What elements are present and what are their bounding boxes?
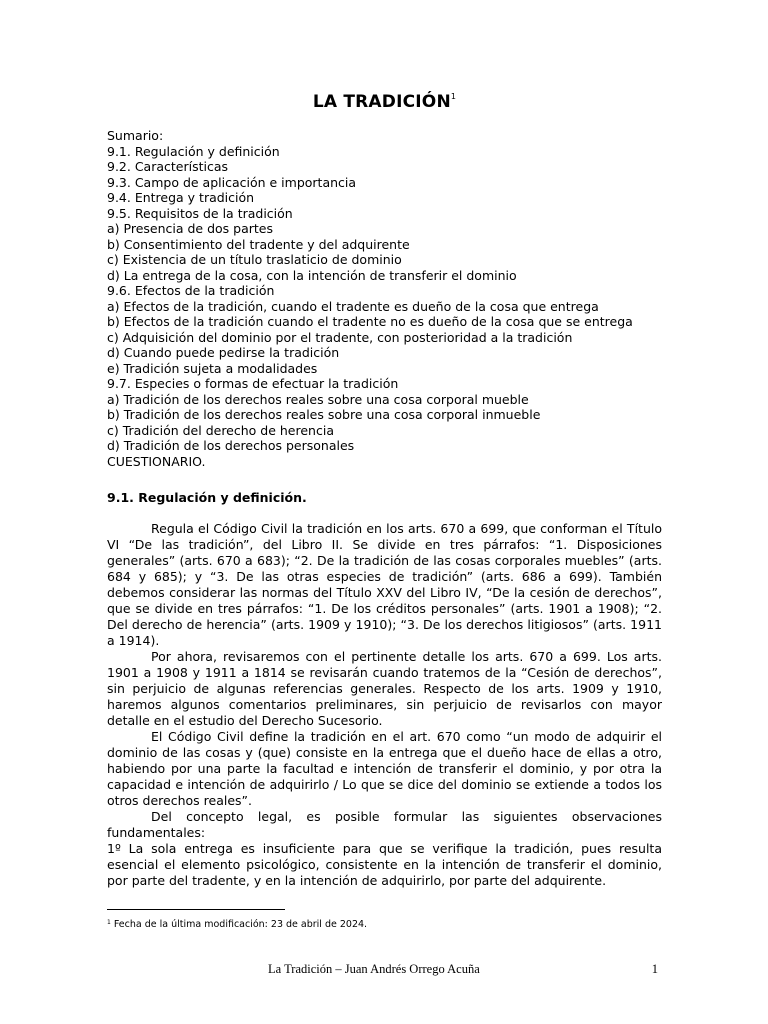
document-page bbox=[107, 0, 662, 1024]
summary-item: 9.6. Efectos de la tradición bbox=[107, 283, 275, 298]
paragraph: El Código Civil define la tradición en el art. 670 como “un modo de adquirir el dominio de las cosas y (que) consiste en la entrega que el dueño hace de ellas a otro, habiendo por una parte la facultad e intención de transferir el dominio, y por otra la capacidad e intención de adquirirlo / Lo que se dice del dominio se extiende a todos los otros derechos reales”. bbox=[107, 729, 662, 808]
title-text: LA TRADICIÓN bbox=[312, 92, 451, 112]
summary-item: a) Efectos de la tradición, cuando el tradente es dueño de la cosa que entrega bbox=[107, 298, 599, 314]
summary-item: c) Adquisición del dominio por el tradente, con posterioridad a la tradición bbox=[107, 329, 573, 345]
summary-item: b) Consentimiento del tradente y del adquirente bbox=[107, 236, 410, 252]
footnote-text: Fecha de la última modificación: 23 de abril de 2024. bbox=[110, 919, 368, 930]
section-heading: 9.1. Regulación y definición. bbox=[107, 490, 307, 505]
summary-item: 9.5. Requisitos de la tradición bbox=[107, 205, 293, 221]
footnote bbox=[107, 919, 367, 930]
document-title bbox=[107, 92, 662, 112]
title-footnote-mark: 1 bbox=[450, 92, 457, 101]
paragraph: Del concepto legal, es posible formular las siguientes observaciones fundamentales: bbox=[107, 809, 662, 840]
summary-item: c) Tradición del derecho de herencia bbox=[107, 422, 334, 438]
summary-item: d) Tradición de los derechos personales bbox=[107, 438, 355, 453]
footnote-divider bbox=[107, 909, 285, 910]
paragraph: Regula el Código Civil la tradición en los arts. 670 a 699, que conforman el Título VI “De las tradición”, del Libro II. Se divide en tres párrafos: “1. Disposiciones generales” (arts. 670 a 683); “2. De la tradición de las cosas corporales muebles” (arts. 684 y 685); y “3. De las otras especies de tradición” (arts. 686 a 699). También debemos considerar las normas del Título XXV del Libro IV, “De la cesión de derechos”, que se divide en tres párrafos: “1. De los créditos personales” (arts. 1901 a 1908); “2. Del derecho de herencia” (arts. 1909 y 1910); “3. De los derechos litigiosos” (arts. 1911 a 1914). bbox=[107, 521, 662, 648]
summary-item: CUESTIONARIO. bbox=[107, 453, 206, 469]
summary-item: 9.2. Características bbox=[107, 159, 229, 174]
summary-block bbox=[107, 128, 662, 469]
footnote-mark: 1 bbox=[107, 919, 111, 926]
summary-item: a) Presencia de dos partes bbox=[107, 221, 273, 236]
summary-item: d) La entrega de la cosa, con la intención de transferir el dominio bbox=[107, 267, 517, 283]
summary-item: a) Tradición de los derechos reales sobre una cosa corporal mueble bbox=[107, 391, 529, 407]
summary-item: 9.1. Regulación y definición bbox=[107, 143, 280, 159]
summary-item: c) Existencia de un título traslaticio de dominio bbox=[107, 252, 402, 267]
summary-label: Sumario: bbox=[107, 128, 164, 143]
summary-item: d) Cuando puede pedirse la tradición bbox=[107, 345, 340, 360]
body-text bbox=[107, 521, 662, 889]
summary-item: 9.3. Campo de aplicación e importancia bbox=[107, 174, 357, 190]
paragraph: Por ahora, revisaremos con el pertinente detalle los arts. 670 a 699. Los arts. 1901 a 1908 y 1911 a 1814 se revisarán cuando tratemos de la “Cesión de derechos”, sin perjuicio de algunas referencias generales. Respecto de los arts. 1909 y 1910, haremos algunos comentarios preliminares, sin perjuicio de revisarlos con mayor detalle en el estudio del Derecho Sucesorio. bbox=[107, 649, 662, 728]
summary-item: b) Efectos de la tradición cuando el tradente no es dueño de la cosa que se entrega bbox=[107, 314, 633, 329]
summary-item: 9.7. Especies o formas de efectuar la tradición bbox=[107, 376, 399, 391]
footer-text: La Tradición – Juan Andrés Orrego Acuña bbox=[268, 962, 480, 976]
paragraph: 1º La sola entrega es insuficiente para que se verifique la tradición, pues resulta esencial el elemento psicológico, consistente en la intención de transferir el dominio, por parte del tradente, y en la intención de adquirirlo, por parte del adquirente. bbox=[107, 841, 662, 888]
summary-item: e) Tradición sujeta a modalidades bbox=[107, 360, 318, 376]
summary-item: 9.4. Entrega y tradición bbox=[107, 190, 255, 205]
page-number: 1 bbox=[651, 962, 658, 976]
summary-item: b) Tradición de los derechos reales sobre una cosa corporal inmueble bbox=[107, 407, 541, 422]
